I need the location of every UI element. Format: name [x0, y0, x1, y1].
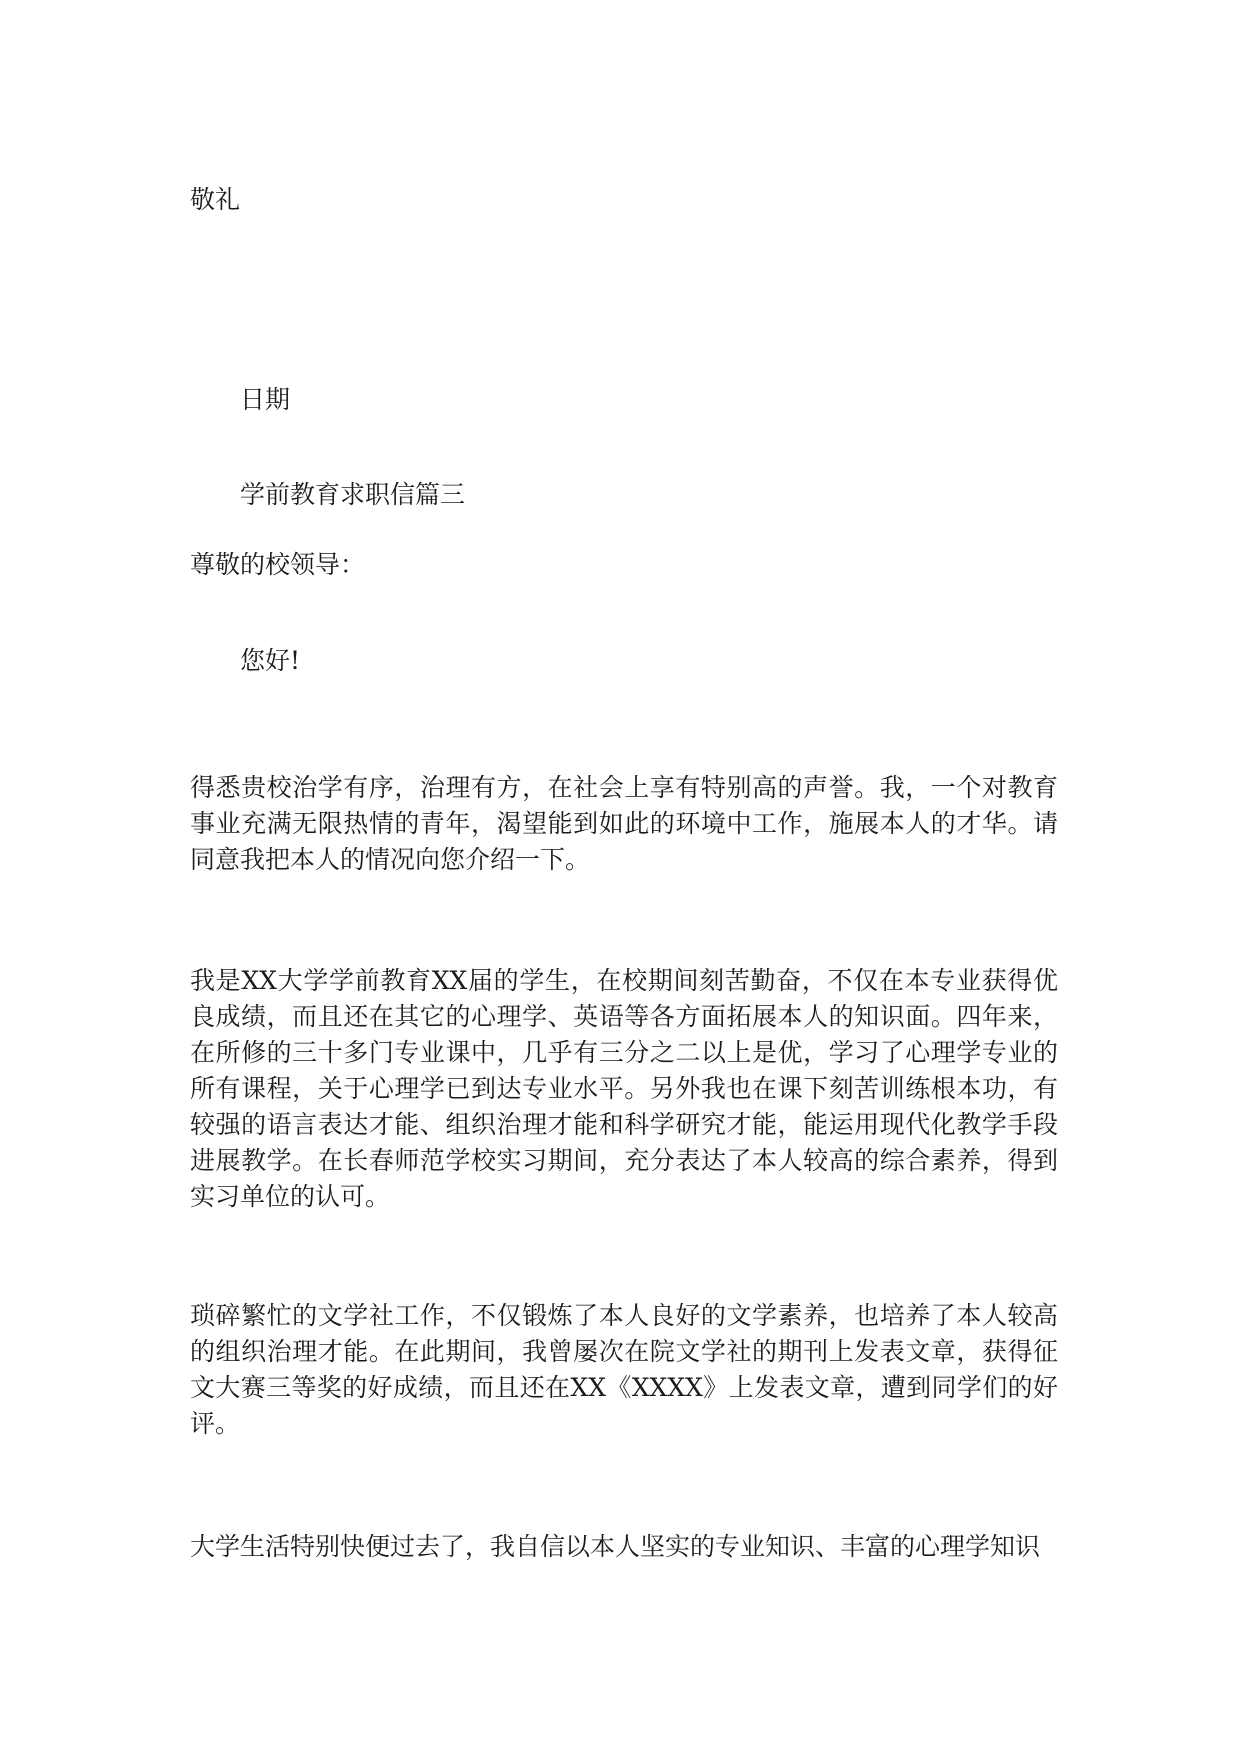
- paragraph-3: [190, 1298, 1058, 1442]
- paragraph-line: 的组织治理才能。在此期间，我曾屡次在院文学社的期刊上发表文章，获得征: [190, 1337, 1058, 1366]
- paragraph-line: 实习单位的认可。: [190, 1182, 391, 1211]
- section-title: 学前教育求职信篇三: [240, 480, 466, 509]
- paragraph-line: 琐碎繁忙的文学社工作，不仅锻炼了本人良好的文学素养，也培养了本人较高: [190, 1301, 1058, 1330]
- paragraph-line: 进展教学。在长春师范学校实习期间，充分表达了本人较高的综合素养，得到: [190, 1146, 1058, 1175]
- paragraph-line: 评。: [190, 1409, 241, 1438]
- paragraph-1: [190, 770, 1058, 878]
- paragraph-4: [190, 1529, 1058, 1565]
- paragraph-line: 同意我把本人的情况向您介绍一下。: [190, 845, 591, 874]
- paragraph-line: 得悉贵校治学有序，治理有方，在社会上享有特别高的声誉。我，一个对教育: [190, 773, 1058, 802]
- salutation: 尊敬的校领导：: [190, 550, 366, 579]
- paragraph-line: 我是XX大学学前教育XX届的学生，在校期间刻苦勤奋，不仅在本专业获得优: [190, 966, 1058, 995]
- paragraph-line: 大学生活特别快便过去了，我自信以本人坚实的专业知识、丰富的心理学知识: [190, 1532, 1041, 1561]
- closing-text: 敬礼: [190, 185, 241, 214]
- paragraph-2: [190, 963, 1058, 1215]
- paragraph-line: 在所修的三十多门专业课中，几乎有三分之二以上是优，学习了心理学专业的: [190, 1038, 1058, 1067]
- greeting: 您好!: [240, 646, 301, 675]
- paragraph-line: 所有课程，关于心理学已到达专业水平。另外我也在课下刻苦训练根本功，有: [190, 1074, 1058, 1103]
- paragraph-line: 良成绩，而且还在其它的心理学、英语等各方面拓展本人的知识面。四年来，: [190, 1002, 1058, 1031]
- date-label: 日期: [240, 385, 291, 414]
- paragraph-line: 文大赛三等奖的好成绩，而且还在XX《XXXX》上发表文章，遭到同学们的好: [190, 1373, 1058, 1402]
- paragraph-line: 较强的语言表达才能、组织治理才能和科学研究才能，能运用现代化教学手段: [190, 1110, 1058, 1139]
- paragraph-line: 事业充满无限热情的青年，渴望能到如此的环境中工作，施展本人的才华。请: [190, 809, 1058, 838]
